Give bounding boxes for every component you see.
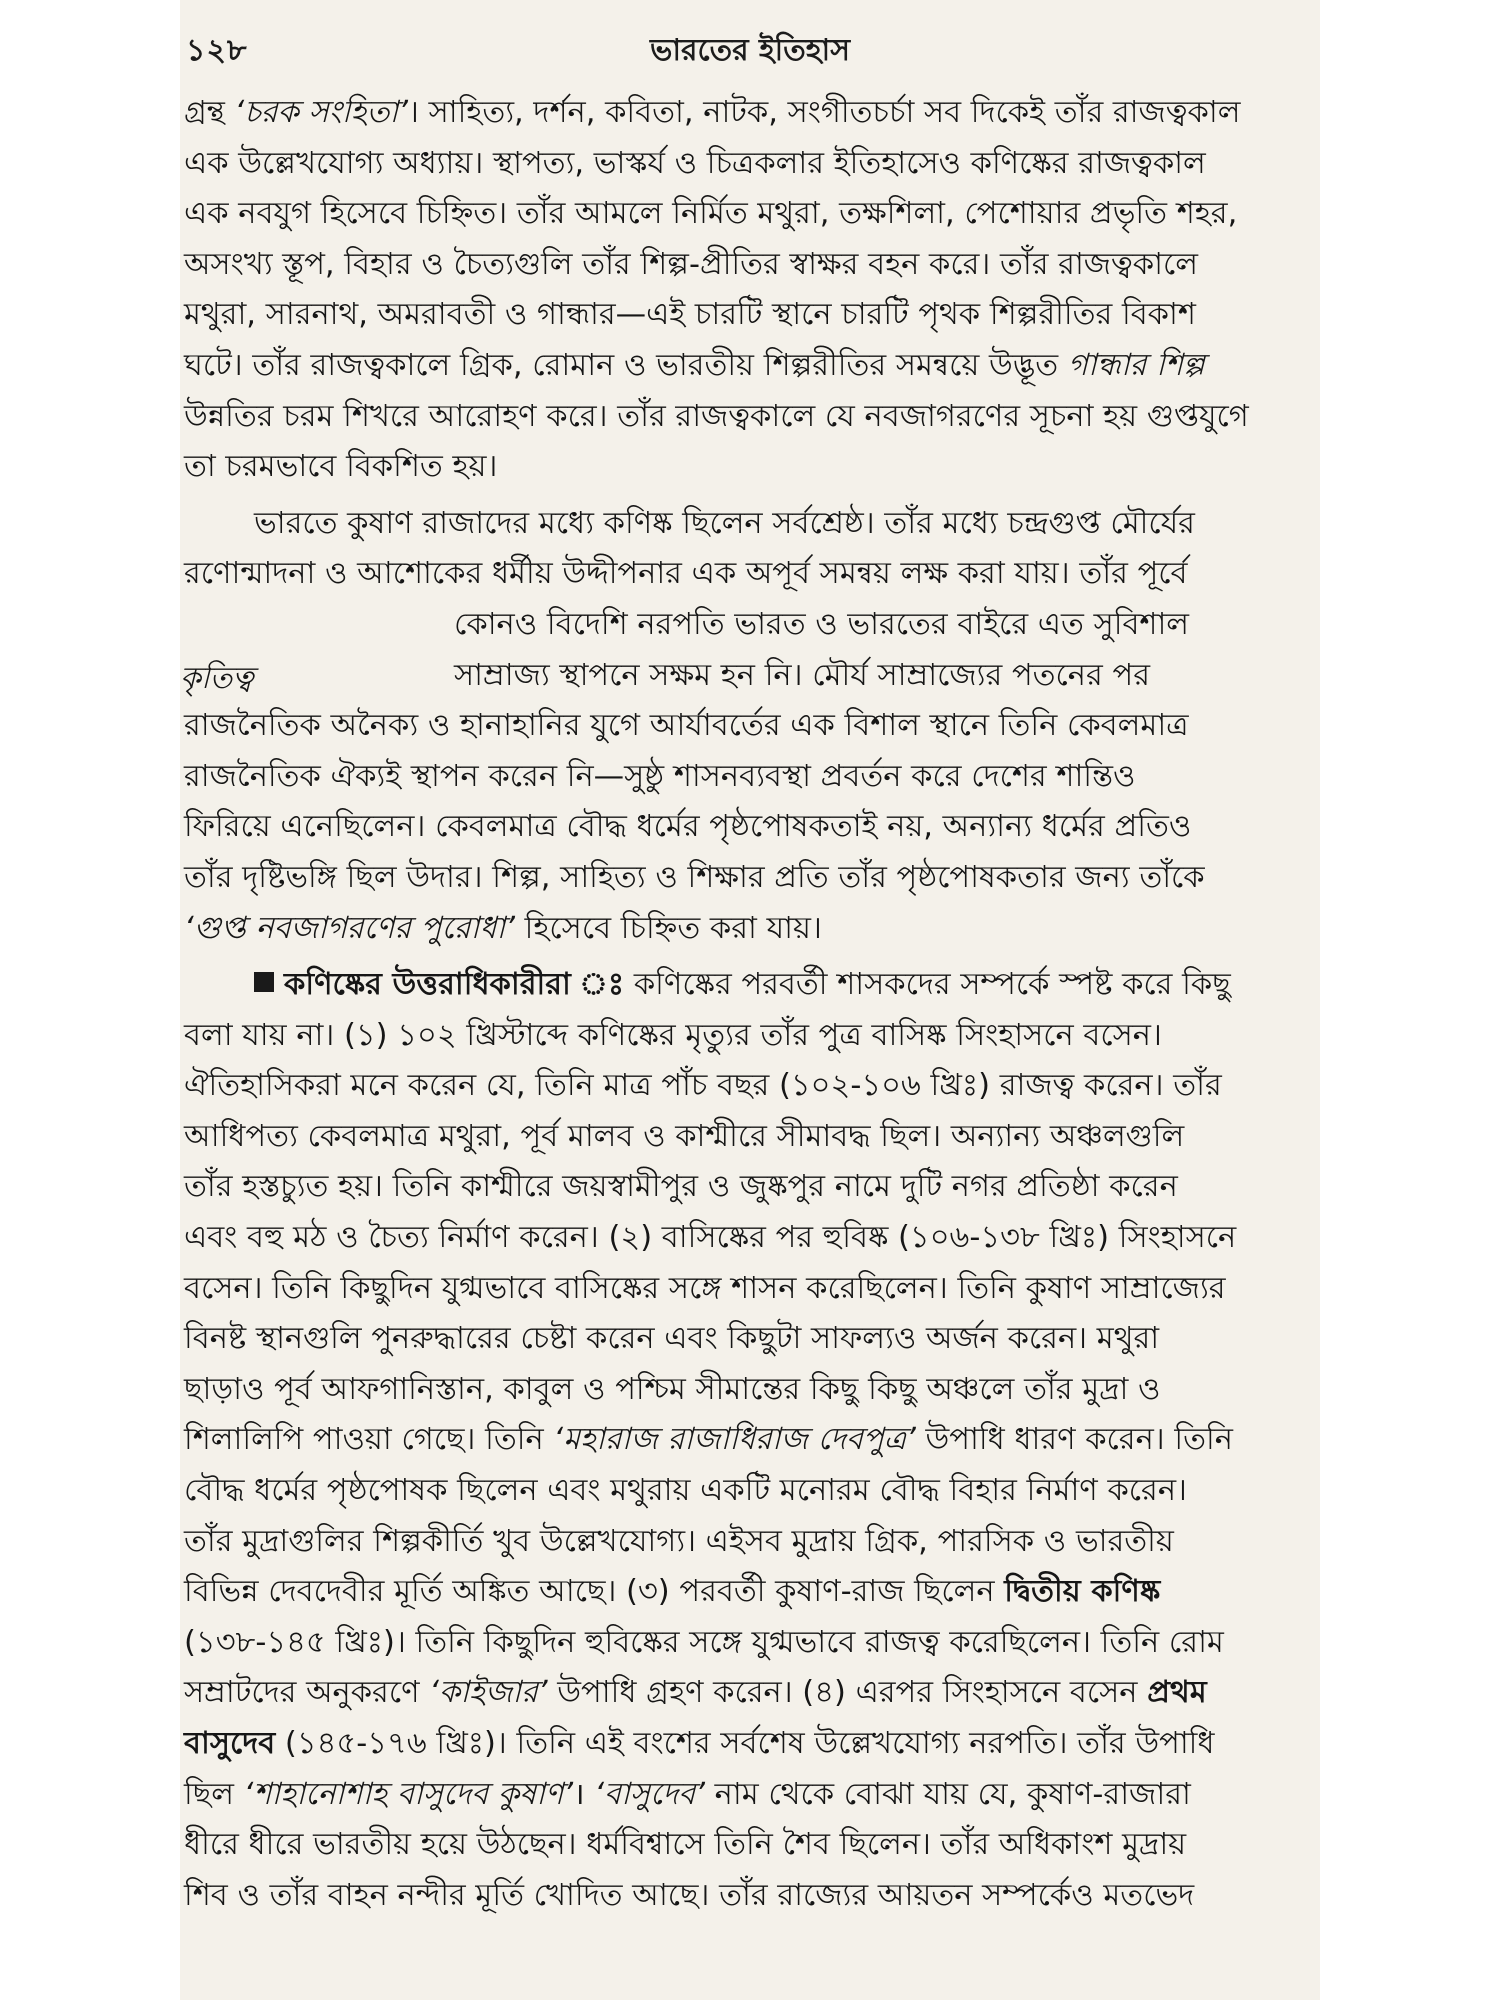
text-line: অসংখ্য স্তূপ, বিহার ও চৈত্যগুলি তাঁর শিল্প-প্রীতির স্বাক্ষর বহন করে। তাঁর রাজত্বকালে (184, 246, 1198, 282)
text-line: শিলালিপি পাওয়া গেছে। তিনি ‘মহারাজ রাজাধিরাজ দেবপুত্র’ উপাধি ধারণ করেন। তিনি (184, 1422, 1233, 1458)
text-line: (১৩৮-১৪৫ খ্রিঃ)। তিনি কিছুদিন হুবিষ্কের সঙ্গে যুগ্মভাবে রাজত্ব করেছিলেন। তিনি রোম (184, 1624, 1224, 1660)
text-line: তাঁর হস্তচ্যুত হয়। তিনি কাশ্মীরে জয়স্বামীপুর ও জুষ্কপুর নামে দুটি নগর প্রতিষ্ঠা করেন (184, 1169, 1178, 1205)
text-line: রাজনৈতিক অনৈক্য ও হানাহানির যুগে আর্যাবর্তের এক বিশাল স্থানে তিনি কেবলমাত্র (184, 708, 1189, 744)
text-line: ঐতিহাসিকরা মনে করেন যে, তিনি মাত্র পাঁচ বছর (১০২-১০৬ খ্রিঃ) রাজত্ব করেন। তাঁর (184, 1068, 1222, 1104)
text-line: বিনষ্ট স্থানগুলি পুনরুদ্ধারের চেষ্টা করেন এবং কিছুটা সাফল্যও অর্জন করেন। মথুরা (184, 1321, 1160, 1357)
square-bullet-icon (254, 972, 274, 992)
text-line: ঘটে। তাঁর রাজত্বকালে গ্রিক, রোমান ও ভারতীয় শিল্পরীতির সমন্বয়ে উদ্ভূত গান্ধার শিল্প (184, 347, 1205, 383)
text-line: ‘গুপ্ত নবজাগরণের পুরোধা’ হিসেবে চিহ্নিত করা যায়। (184, 910, 822, 946)
text-line: ফিরিয়ে এনেছিলেন। কেবলমাত্র বৌদ্ধ ধর্মের পৃষ্ঠপোষকতাই নয়, অন্যান্য ধর্মের প্রতিও (184, 809, 1192, 845)
text-line: রাজনৈতিক ঐক্যই স্থাপন করেন নি—সুষ্ঠু শাসনব্যবস্থা প্রবর্তন করে দেশের শান্তিও (184, 758, 1136, 794)
text-line: বসেন। তিনি কিছুদিন যুগ্মভাবে বাসিষ্কের সঙ্গে শাসন করেছিলেন। তিনি কুষাণ সাম্রাজ্যের (184, 1270, 1226, 1306)
text-line: ছিল ‘শাহানোশাহ বাসুদেব কুষাণ’। ‘বাসুদেব’ নাম থেকে বোঝা যায় যে, কুষাণ-রাজারা (184, 1776, 1191, 1812)
text-line: সম্রাটদের অনুকরণে ‘কাইজার’ উপাধি গ্রহণ করেন। (৪) এরপর সিংহাসনে বসেন প্রথম (184, 1675, 1207, 1711)
text-line: বলা যায় না। (১) ১০২ খ্রিস্টাব্দে কণিষ্কের মৃত্যুর তাঁর পুত্র বাসিষ্ক সিংহাসনে বসেন। (184, 1017, 1162, 1053)
body-text (184, 88, 1316, 1921)
text-line: কণিষ্কের উত্তরাধিকারীরা ঃ কণিষ্কের পরবর্তী শাসকদের সম্পর্কে স্পষ্ট করে কিছু (184, 960, 1316, 1011)
text-line: ছাড়াও পূর্ব আফগানিস্তান, কাবুল ও পশ্চিম সীমান্তের কিছু কিছু অঞ্চলে তাঁর মুদ্রা ও (184, 1371, 1161, 1407)
text-line: তা চরমভাবে বিকশিত হয়। (184, 449, 498, 485)
running-title: ভারতের ইতিহাস (649, 33, 851, 68)
page-number: ১২৮ (186, 33, 248, 68)
text-line: বিভিন্ন দেবদেবীর মূর্তি অঙ্কিত আছে। (৩) পরবর্তী কুষাণ-রাজ ছিলেন দ্বিতীয় কণিষ্ক (184, 1574, 1161, 1610)
text-line: উন্নতির চরম শিখরে আরোহণ করে। তাঁর রাজত্বকালে যে নবজাগরণের সূচনা হয় গুপ্তযুগে (184, 398, 1249, 434)
text-line: বাসুদেব (১৪৫-১৭৬ খ্রিঃ)। তিনি এই বংশের সর্বশেষ উল্লেখযোগ্য নরপতি। তাঁর উপাধি (184, 1726, 1215, 1761)
book-page (180, 0, 1320, 2000)
text-line: মথুরা, সারনাথ, অমরাবতী ও গান্ধার—এই চারটি স্থানে চারটি পৃথক শিল্পরীতির বিকাশ (184, 297, 1196, 333)
margin-note: কৃতিত্ব (180, 661, 254, 696)
text-line: গ্রন্থ ‘চরক সংহিতা’। সাহিত্য, দর্শন, কবিতা, নাটক, সংগীতচর্চা সব দিকেই তাঁর রাজত্বকাল (184, 95, 1241, 130)
section-heading: কণিষ্কের উত্তরাধিকারীরা ঃ (284, 967, 625, 1003)
text-line: কোনও বিদেশি নরপতি ভারত ও ভারতের বাইরে এত সুবিশাল (454, 606, 1190, 642)
text-line: বৌদ্ধ ধর্মের পৃষ্ঠপোষক ছিলেন এবং মথুরায় একটি মনোরম বৌদ্ধ বিহার নির্মাণ করেন। (184, 1473, 1187, 1509)
text-line: এবং বহু মঠ ও চৈত্য নির্মাণ করেন। (২) বাসিষ্কের পর হুবিষ্ক (১০৬-১৩৮ খ্রিঃ) সিংহাসনে (184, 1220, 1237, 1256)
text-line: ভারতে কুষাণ রাজাদের মধ্যে কণিষ্ক ছিলেন সর্বশ্রেষ্ঠ। তাঁর মধ্যে চন্দ্রগুপ্ত মৌর্যের (254, 505, 1195, 541)
text-line: তাঁর দৃষ্টিভঙ্গি ছিল উদার। শিল্প, সাহিত্য ও শিক্ষার প্রতি তাঁর পৃষ্ঠপোষকতার জন্য তাঁকে (184, 859, 1205, 895)
text-line: আধিপত্য কেবলমাত্র মথুরা, পূর্ব মালব ও কাশ্মীরে সীমাবদ্ধ ছিল। অন্যান্য অঞ্চলগুলি (184, 1118, 1185, 1154)
text-line: রণোন্মাদনা ও আশোকের ধর্মীয় উদ্দীপনার এক অপূর্ব সমন্বয় লক্ষ করা যায়। তাঁর পূর্বে (184, 556, 1188, 592)
text-line: শিব ও তাঁর বাহন নন্দীর মূর্তি খোদিত আছে। তাঁর রাজ্যের আয়তন সম্পর্কেও মতভেদ (184, 1877, 1195, 1913)
text-line: এক উল্লেখযোগ্য অধ্যায়। স্থাপত্য, ভাস্কর্য ও চিত্রকলার ইতিহাসেও কণিষ্কের রাজত্বকাল (184, 145, 1206, 181)
page-header (180, 22, 1320, 70)
text-line: ধীরে ধীরে ভারতীয় হয়ে উঠছেন। ধর্মবিশ্বাসে তিনি শৈব ছিলেন। তাঁর অধিকাংশ মুদ্রায় (184, 1827, 1187, 1863)
text-line: এক নবযুগ হিসেবে চিহ্নিত। তাঁর আমলে নির্মিত মথুরা, তক্ষশিলা, পেশোয়ার প্রভৃতি শহর, (184, 196, 1238, 232)
text-line: সাম্রাজ্য স্থাপনে সক্ষম হন নি। মৌর্য সাম্রাজ্যের পতনের পর (454, 657, 1150, 693)
text-line: তাঁর মুদ্রাগুলির শিল্পকীর্তি খুব উল্লেখযোগ্য। এইসব মুদ্রায় গ্রিক, পারসিক ও ভারতীয় (184, 1523, 1174, 1559)
